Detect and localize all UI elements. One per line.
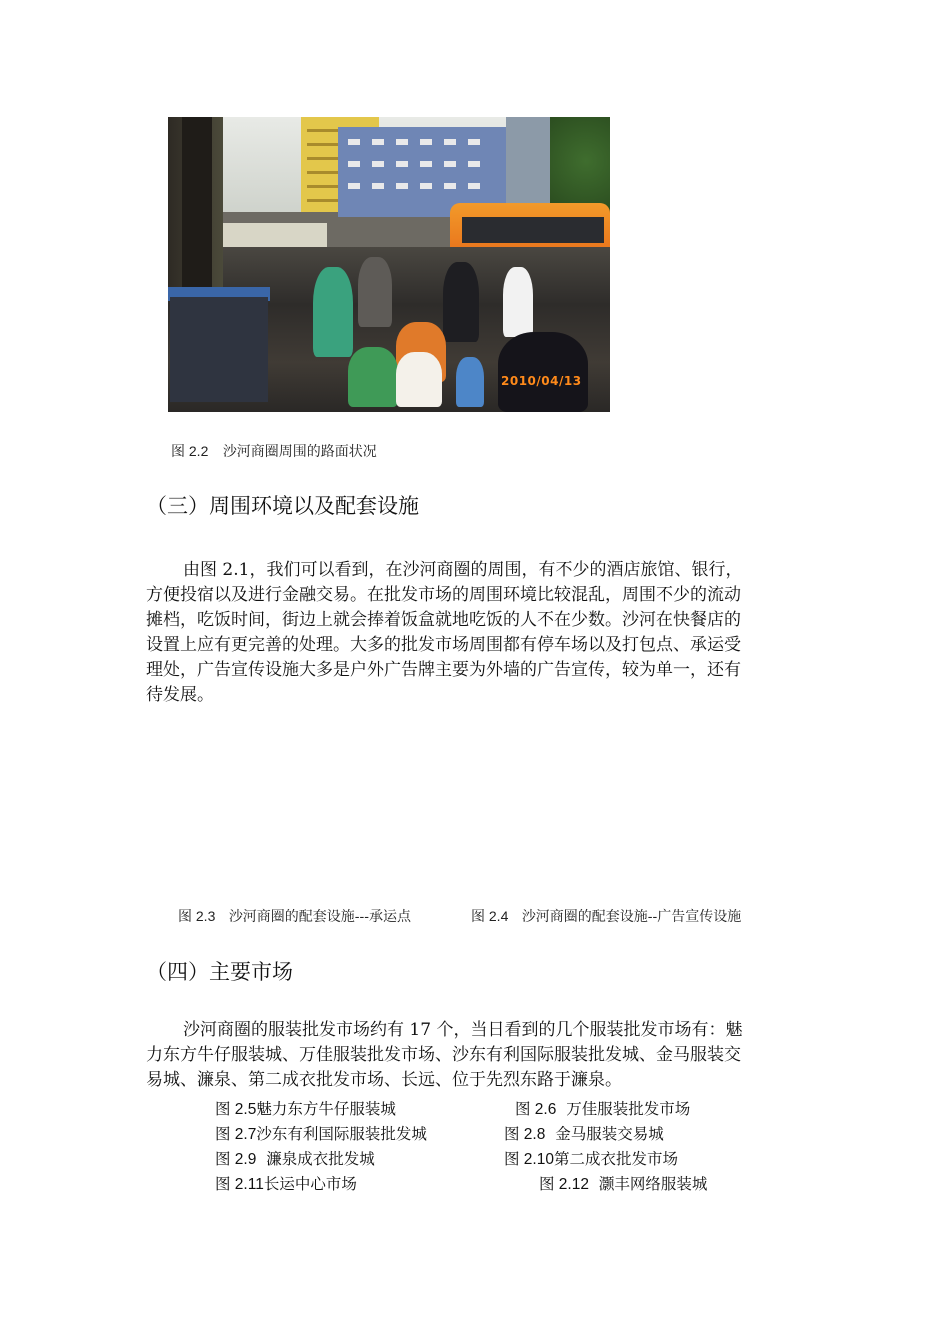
section-3-paragraph-line: 方便投宿以及进行金融交易。在批发市场的周围环境比较混乱，周围不少的流动 [146, 585, 741, 605]
photo-blue-bag [456, 357, 484, 407]
figure-label: 图 2.11 [215, 1176, 264, 1193]
section-4-paragraph-line: 沙河商圈的服装批发市场约有 17 个，当日看到的几个服装批发市场有：魅 [183, 1020, 743, 1040]
figure-label: 图 2.7 [215, 1126, 257, 1143]
photo-person [313, 267, 353, 357]
figure-title: 第二成衣批发市场 [553, 1150, 678, 1168]
figure-title: 金马服装交易城 [555, 1125, 664, 1143]
figure-label: 图 2.6 [515, 1101, 557, 1118]
figure-list-item [215, 1097, 396, 1119]
figure-label: 图 2.9 [215, 1151, 257, 1168]
photo-white-bag [396, 352, 442, 407]
figure-title: 灏丰网络服装城 [598, 1175, 708, 1193]
figure-label: 图 2.12 [539, 1176, 589, 1193]
figure-label: 图 2.8 [504, 1126, 546, 1143]
street-market-photo [168, 117, 610, 412]
section-3-paragraph-line: 摊档，吃饭时间，街边上就会捧着饭盒就地吃饭的人不在少数。沙河在快餐店的 [146, 610, 741, 630]
figure-title: 魅力东方牛仔服装城 [256, 1100, 396, 1118]
figure-title: 长运中心市场 [263, 1175, 357, 1193]
figure-list-item [215, 1122, 427, 1144]
section-3-paragraph-line: 待发展。 [146, 685, 214, 705]
figure-list-item [215, 1147, 375, 1169]
figure-list-item [539, 1172, 707, 1194]
figure-title: 沙东有利国际服装批发城 [256, 1125, 427, 1143]
figure-title: 万佳服装批发市场 [566, 1100, 691, 1118]
figure-list-item [215, 1172, 357, 1194]
section-3-paragraph-line: 设置上应有更完善的处理。大多的批发市场周围都有停车场以及打包点、承运受 [146, 635, 741, 655]
figure-title: 濂泉成衣批发城 [266, 1150, 375, 1168]
caption-label: 图 2.4 [471, 908, 509, 924]
photo-tree-trunk [182, 117, 212, 292]
photo-person [503, 267, 533, 337]
photo-person [498, 332, 588, 412]
caption-text: 沙河商圈的配套设施--广告宣传设施 [521, 909, 742, 925]
caption-figure-2-4 [471, 906, 741, 926]
figure-label: 图 2.10 [504, 1151, 554, 1168]
caption-label: 图 2.2 [171, 443, 209, 459]
caption-figure-2-3 [178, 906, 411, 926]
section-3-paragraph-line: 理处，广告宣传设施大多是户外广告牌主要为外墙的广告宣传，较为单一，还有 [146, 660, 741, 680]
section-4-heading: （四）主要市场 [146, 960, 293, 984]
section-3-paragraph-line: 由图 2.1，我们可以看到，在沙河商圈的周围，有不少的酒店旅馆、银行， [183, 560, 743, 580]
photo-person [443, 262, 479, 342]
figure-list-item [504, 1147, 678, 1169]
photo-trash-bin [170, 297, 268, 402]
photo-green-bag [348, 347, 398, 407]
photo-person [358, 257, 392, 327]
caption-text: 沙河商圈周围的路面状况 [222, 444, 377, 460]
figure-list-item [515, 1097, 690, 1119]
photo-date-stamp: 2010/04/13 [501, 374, 582, 388]
figure-label: 图 2.5 [215, 1101, 257, 1118]
section-3-heading: （三）周围环境以及配套设施 [146, 494, 419, 518]
caption-text: 沙河商圈的配套设施---承运点 [228, 909, 412, 925]
section-4-paragraph-line: 易城、濂泉、第二成衣批发市场、长远、位于先烈东路于濂泉。 [146, 1070, 622, 1090]
caption-label: 图 2.3 [178, 908, 216, 924]
caption-figure-2-2 [171, 441, 377, 461]
section-4-paragraph-line: 力东方牛仔服装城、万佳服装批发市场、沙东有利国际服装批发城、金马服装交 [146, 1045, 741, 1065]
figure-list-item [504, 1122, 664, 1144]
